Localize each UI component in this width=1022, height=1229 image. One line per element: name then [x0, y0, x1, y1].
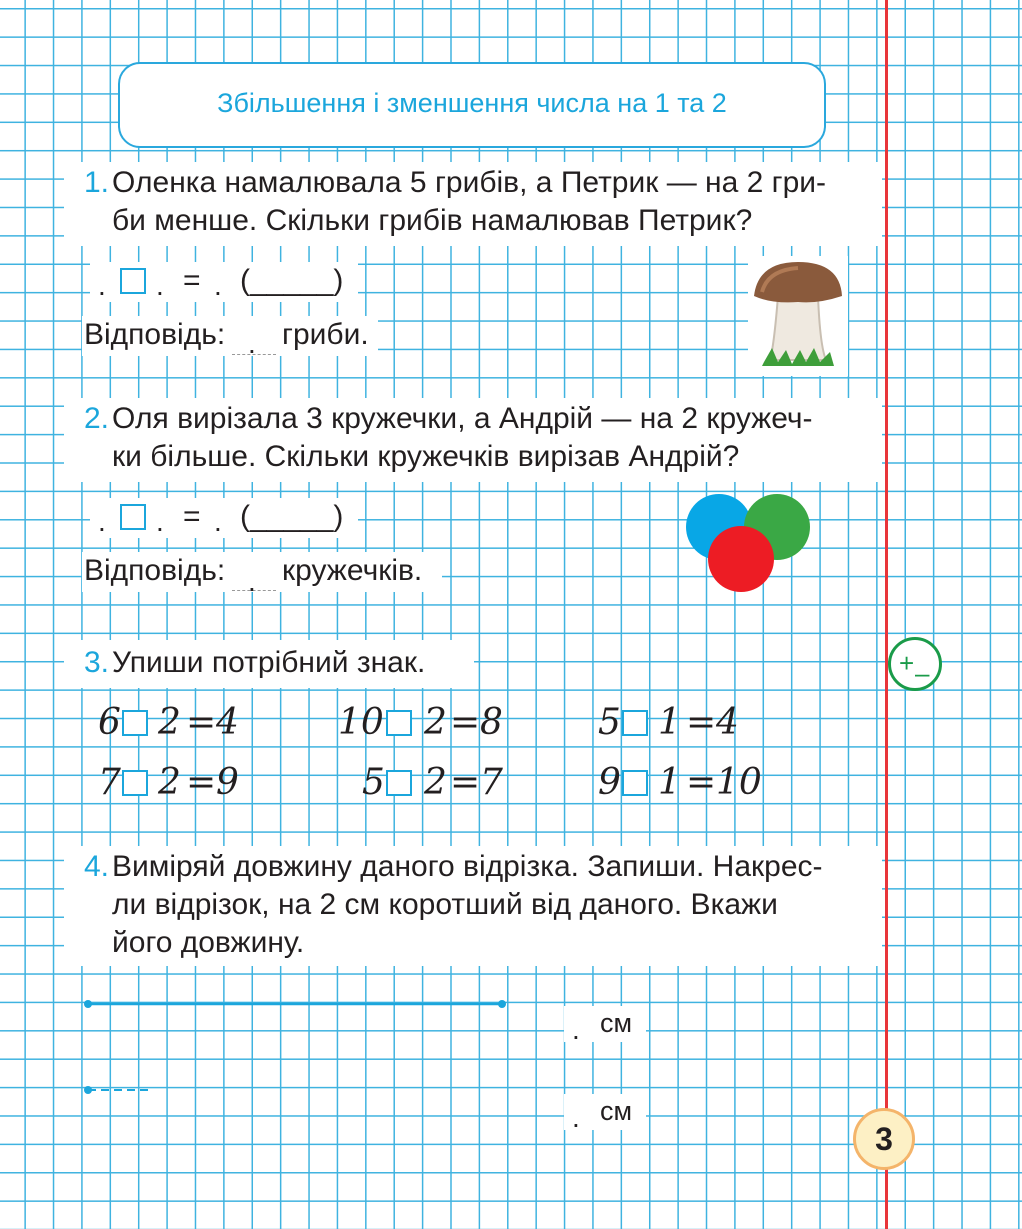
minus-sign: –	[915, 658, 930, 688]
task1-line2: би менше. Скільки грибів намалював Петрик?	[112, 204, 753, 237]
expr-result: 10	[716, 762, 762, 803]
expr-equals: =	[450, 762, 481, 803]
expr-operand-a: 5	[598, 702, 621, 743]
task4-line3: його довжину.	[112, 926, 305, 959]
task1-sign-box[interactable]	[120, 268, 146, 294]
sign-box[interactable]	[386, 770, 412, 796]
task1-answer-unit: гриби.	[282, 318, 369, 351]
expr-operand-b: 2	[158, 762, 181, 803]
sign-box[interactable]	[622, 710, 648, 736]
task2-result-blank[interactable]: (_____)	[240, 500, 344, 533]
task2-sign-box[interactable]	[120, 504, 146, 530]
task1-line1: Оленка намалювала 5 грибів, а Петрик — на 2 гри-	[112, 166, 827, 199]
expr-result: 8	[480, 702, 503, 743]
task1-eq-dot: .	[214, 270, 222, 301]
expr-result: 7	[480, 762, 503, 803]
unit1-dot: .	[572, 1014, 580, 1045]
task2-answer-dot: .	[248, 566, 256, 597]
task3-number: 3.	[84, 646, 110, 679]
red-circle	[708, 526, 774, 592]
task2-line2: ки більше. Скільки кружечків вирізав Андрій?	[112, 440, 740, 473]
expr-equals: =	[686, 702, 717, 743]
sign-box[interactable]	[386, 710, 412, 736]
segments	[80, 996, 520, 1106]
expr-equals: =	[450, 702, 481, 743]
task4-line2: ли відрізок, на 2 см коротший від даного. Вкажи	[112, 888, 778, 921]
expr-operand-b: 1	[658, 702, 681, 743]
length-unit-1: см	[600, 1008, 633, 1038]
expr-operand-a: 9	[598, 762, 621, 803]
segment-endpoint	[498, 1000, 506, 1008]
expr-operand-a: 10	[338, 702, 384, 743]
task1-eq-dot: .	[156, 270, 164, 301]
page-number: 3	[853, 1108, 915, 1170]
expr-result: 9	[216, 762, 239, 803]
unit2-dot: .	[572, 1102, 580, 1133]
page-title: Збільшення і зменшення числа на 1 та 2	[217, 88, 727, 118]
task1-eq-dot: .	[98, 270, 106, 301]
task1-equals: =	[183, 264, 201, 297]
sign-box[interactable]	[122, 770, 148, 796]
plus-sign: +	[899, 648, 915, 678]
margin-line	[885, 0, 888, 1229]
expr-operand-b: 2	[424, 702, 447, 743]
expr-operand-b: 2	[424, 762, 447, 803]
plus-minus-icon	[888, 637, 942, 691]
expr-equals: =	[186, 702, 217, 743]
task4-number: 4.	[84, 850, 110, 883]
sign-box[interactable]	[622, 770, 648, 796]
task4-line1: Виміряй довжину даного відрізка. Запиши. Накрес-	[112, 850, 823, 883]
task3-instruction: Упиши потрібний знак.	[112, 646, 426, 679]
task2-line1: Оля вирізала 3 кружечки, а Андрій — на 2 кружеч-	[112, 402, 813, 435]
task2-eq-dot: .	[214, 506, 222, 537]
task2-equals: =	[183, 500, 201, 533]
expr-result: 4	[716, 702, 739, 743]
task2-answer-label: Відповідь:	[84, 554, 226, 587]
expr-operand-a: 6	[98, 702, 121, 743]
task2-eq-dot: .	[98, 506, 106, 537]
expr-operand-b: 2	[158, 702, 181, 743]
task1-answer-label: Відповідь:	[84, 318, 226, 351]
length-unit-2: см	[600, 1096, 633, 1126]
mushroom-image	[748, 256, 848, 376]
expr-equals: =	[686, 762, 717, 803]
task2-answer-unit: кружечків.	[282, 554, 423, 587]
expr-operand-a: 7	[98, 762, 121, 803]
task2-eq-dot: .	[156, 506, 164, 537]
task1-number: 1.	[84, 166, 110, 199]
expr-operand-a: 5	[362, 762, 385, 803]
expr-result: 4	[216, 702, 239, 743]
task1-result-blank[interactable]: (_____)	[240, 264, 344, 297]
task2-number: 2.	[84, 402, 110, 435]
task1-answer-dot: .	[248, 328, 256, 359]
sign-box[interactable]	[122, 710, 148, 736]
expr-operand-b: 1	[658, 762, 681, 803]
expr-equals: =	[186, 762, 217, 803]
segment-endpoint	[84, 1000, 92, 1008]
